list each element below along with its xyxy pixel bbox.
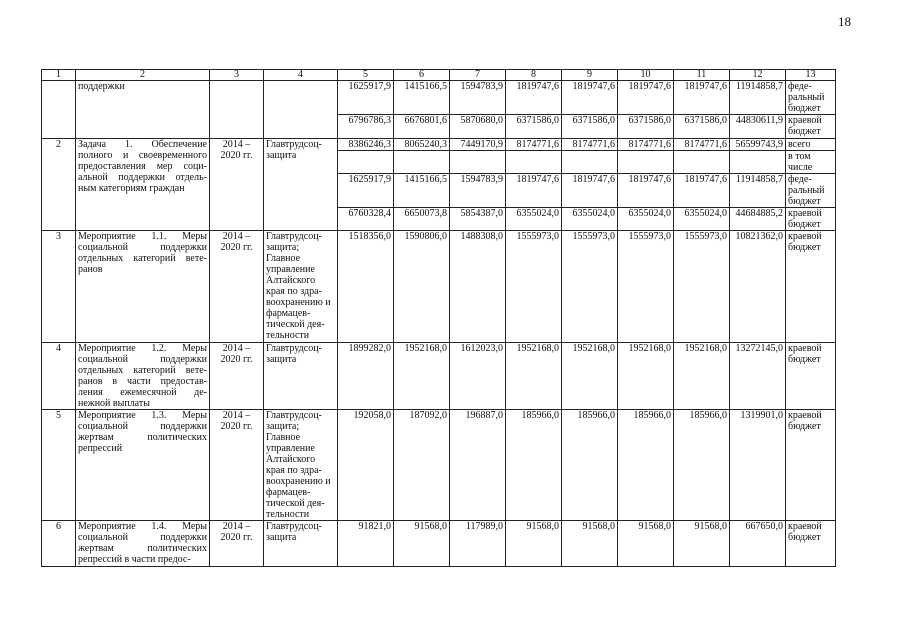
column-header: 10	[618, 70, 674, 81]
funding-source-cell: феде-ральный бюджет	[786, 81, 836, 115]
column-header: 8	[506, 70, 562, 81]
amount-cell: 1555973,0	[562, 231, 618, 343]
amount-cell: 11914858,7	[730, 81, 786, 115]
amount-cell: 1819747,6	[674, 174, 730, 208]
row-number-cell: 3	[42, 231, 76, 343]
amount-cell: 1590806,0	[394, 231, 450, 343]
column-header: 9	[562, 70, 618, 81]
amount-cell: 6371586,0	[562, 115, 618, 139]
period-cell	[210, 81, 264, 139]
amount-cell	[562, 151, 618, 174]
amount-cell: 91568,0	[506, 521, 562, 567]
amount-cell: 1625917,9	[338, 81, 394, 115]
amount-cell: 185966,0	[674, 410, 730, 521]
amount-cell: 1819747,6	[618, 81, 674, 115]
period-cell: 2014 – 2020 гг.	[210, 231, 264, 343]
amount-cell: 91568,0	[674, 521, 730, 567]
funding-source-cell: краевой бюджет	[786, 115, 836, 139]
amount-cell: 91568,0	[394, 521, 450, 567]
amount-cell: 1819747,6	[506, 81, 562, 115]
column-header: 6	[394, 70, 450, 81]
period-cell: 2014 – 2020 гг.	[210, 521, 264, 567]
amount-cell: 6355024,0	[674, 208, 730, 231]
amount-cell: 8174771,6	[506, 139, 562, 151]
row-number-cell: 4	[42, 343, 76, 410]
executor-cell: Главтрудсоц-защита; Главное управление Алтайского края по здра-воохранению и фармацев-тической дея-тельности	[264, 410, 338, 521]
amount-cell: 10821362,0	[730, 231, 786, 343]
amount-cell: 6371586,0	[618, 115, 674, 139]
measure-name-cell: Задача 1. Обеспечение полного и своевременного предоставления мер соци-альной поддержки отдель-ным категориям граждан	[76, 139, 210, 231]
amount-cell	[506, 151, 562, 174]
amount-cell: 91821,0	[338, 521, 394, 567]
period-cell: 2014 – 2020 гг.	[210, 139, 264, 231]
column-header: 5	[338, 70, 394, 81]
column-header: 11	[674, 70, 730, 81]
amount-cell: 1819747,6	[562, 174, 618, 208]
amount-cell: 1612023,0	[450, 343, 506, 410]
measure-name-cell: Мероприятие 1.3. Меры социальной поддержки жертвам политических репрессий	[76, 410, 210, 521]
page-number: 18	[838, 14, 851, 29]
amount-cell	[674, 151, 730, 174]
funding-source-cell: феде-ральный бюджет	[786, 174, 836, 208]
amount-cell: 5870680,0	[450, 115, 506, 139]
amount-cell: 117989,0	[450, 521, 506, 567]
funding-source-cell: в том числе	[786, 151, 836, 174]
amount-cell: 8065240,3	[394, 139, 450, 151]
amount-cell: 185966,0	[506, 410, 562, 521]
period-cell: 2014 – 2020 гг.	[210, 410, 264, 521]
amount-cell: 1952168,0	[506, 343, 562, 410]
column-header: 7	[450, 70, 506, 81]
amount-cell: 1488308,0	[450, 231, 506, 343]
amount-cell: 1415166,5	[394, 81, 450, 115]
column-header-row	[42, 70, 836, 81]
amount-cell: 1899282,0	[338, 343, 394, 410]
column-header: 3	[210, 70, 264, 81]
amount-cell: 1819747,6	[674, 81, 730, 115]
table-row	[42, 521, 836, 567]
amount-cell: 56599743,9	[730, 139, 786, 151]
amount-cell: 6676801,6	[394, 115, 450, 139]
funding-source-cell: краевой бюджет	[786, 343, 836, 410]
amount-cell: 5854387,0	[450, 208, 506, 231]
amount-cell: 1555973,0	[618, 231, 674, 343]
budget-table	[41, 69, 836, 567]
amount-cell: 91568,0	[562, 521, 618, 567]
amount-cell: 1952168,0	[618, 343, 674, 410]
amount-cell	[618, 151, 674, 174]
amount-cell: 1819747,6	[562, 81, 618, 115]
measure-name-cell: Мероприятие 1.2. Меры социальной поддержки отдельных категорий вете-ранов в части предостав-ления ежемесячной де-нежной выплаты	[76, 343, 210, 410]
column-header: 1	[42, 70, 76, 81]
amount-cell: 6355024,0	[506, 208, 562, 231]
amount-cell: 187092,0	[394, 410, 450, 521]
amount-cell: 1594783,9	[450, 81, 506, 115]
amount-cell: 91568,0	[618, 521, 674, 567]
column-header: 12	[730, 70, 786, 81]
column-header: 13	[786, 70, 836, 81]
amount-cell: 6371586,0	[506, 115, 562, 139]
executor-cell: Главтрудсоц-защита	[264, 343, 338, 410]
table-row	[42, 343, 836, 410]
measure-name-cell: Мероприятие 1.4. Меры социальной поддержки жертвам политических репрессий в части предос-	[76, 521, 210, 567]
period-cell: 2014 – 2020 гг.	[210, 343, 264, 410]
table-row	[42, 81, 836, 115]
amount-cell: 1819747,6	[506, 174, 562, 208]
amount-cell	[394, 151, 450, 174]
row-number-cell: 5	[42, 410, 76, 521]
amount-cell: 6650073,8	[394, 208, 450, 231]
executor-cell: Главтрудсоц-защита; Главное управление Алтайского края по здра-воохранению и фармацев-тической дея-тельности	[264, 231, 338, 343]
amount-cell: 1319901,0	[730, 410, 786, 521]
amount-cell	[450, 151, 506, 174]
amount-cell: 1594783,9	[450, 174, 506, 208]
amount-cell: 6355024,0	[562, 208, 618, 231]
amount-cell: 196887,0	[450, 410, 506, 521]
amount-cell: 6355024,0	[618, 208, 674, 231]
amount-cell: 44830611,9	[730, 115, 786, 139]
amount-cell: 6760328,4	[338, 208, 394, 231]
funding-source-cell: всего	[786, 139, 836, 151]
measure-name-cell: поддержки	[76, 81, 210, 139]
executor-cell: Главтрудсоц-защита	[264, 521, 338, 567]
amount-cell: 8174771,6	[674, 139, 730, 151]
table-row	[42, 410, 836, 521]
table-row	[42, 231, 836, 343]
amount-cell: 1518356,0	[338, 231, 394, 343]
amount-cell: 1819747,6	[618, 174, 674, 208]
amount-cell	[730, 151, 786, 174]
amount-cell: 185966,0	[618, 410, 674, 521]
amount-cell	[338, 151, 394, 174]
funding-source-cell: краевой бюджет	[786, 521, 836, 567]
executor-cell	[264, 81, 338, 139]
row-number-cell: 2	[42, 139, 76, 231]
amount-cell: 192058,0	[338, 410, 394, 521]
amount-cell: 1952168,0	[674, 343, 730, 410]
amount-cell: 6371586,0	[674, 115, 730, 139]
amount-cell: 8174771,6	[618, 139, 674, 151]
row-number-cell: 6	[42, 521, 76, 567]
amount-cell: 44684885,2	[730, 208, 786, 231]
funding-source-cell: краевой бюджет	[786, 231, 836, 343]
amount-cell: 13272145,0	[730, 343, 786, 410]
measure-name-cell: Мероприятие 1.1. Меры социальной поддержки отдельных категорий вете-ранов	[76, 231, 210, 343]
column-header: 2	[76, 70, 210, 81]
amount-cell: 7449170,9	[450, 139, 506, 151]
funding-source-cell: краевой бюджет	[786, 410, 836, 521]
amount-cell: 1952168,0	[394, 343, 450, 410]
executor-cell: Главтрудсоц-защита	[264, 139, 338, 231]
amount-cell: 1625917,9	[338, 174, 394, 208]
amount-cell: 1555973,0	[506, 231, 562, 343]
amount-cell: 8174771,6	[562, 139, 618, 151]
funding-source-cell: краевой бюджет	[786, 208, 836, 231]
amount-cell: 1952168,0	[562, 343, 618, 410]
amount-cell: 667650,0	[730, 521, 786, 567]
amount-cell: 6796786,3	[338, 115, 394, 139]
amount-cell: 8386246,3	[338, 139, 394, 151]
amount-cell: 185966,0	[562, 410, 618, 521]
table-row	[42, 139, 836, 151]
row-number-cell	[42, 81, 76, 139]
column-header: 4	[264, 70, 338, 81]
amount-cell: 1555973,0	[674, 231, 730, 343]
amount-cell: 1415166,5	[394, 174, 450, 208]
amount-cell: 11914858,7	[730, 174, 786, 208]
